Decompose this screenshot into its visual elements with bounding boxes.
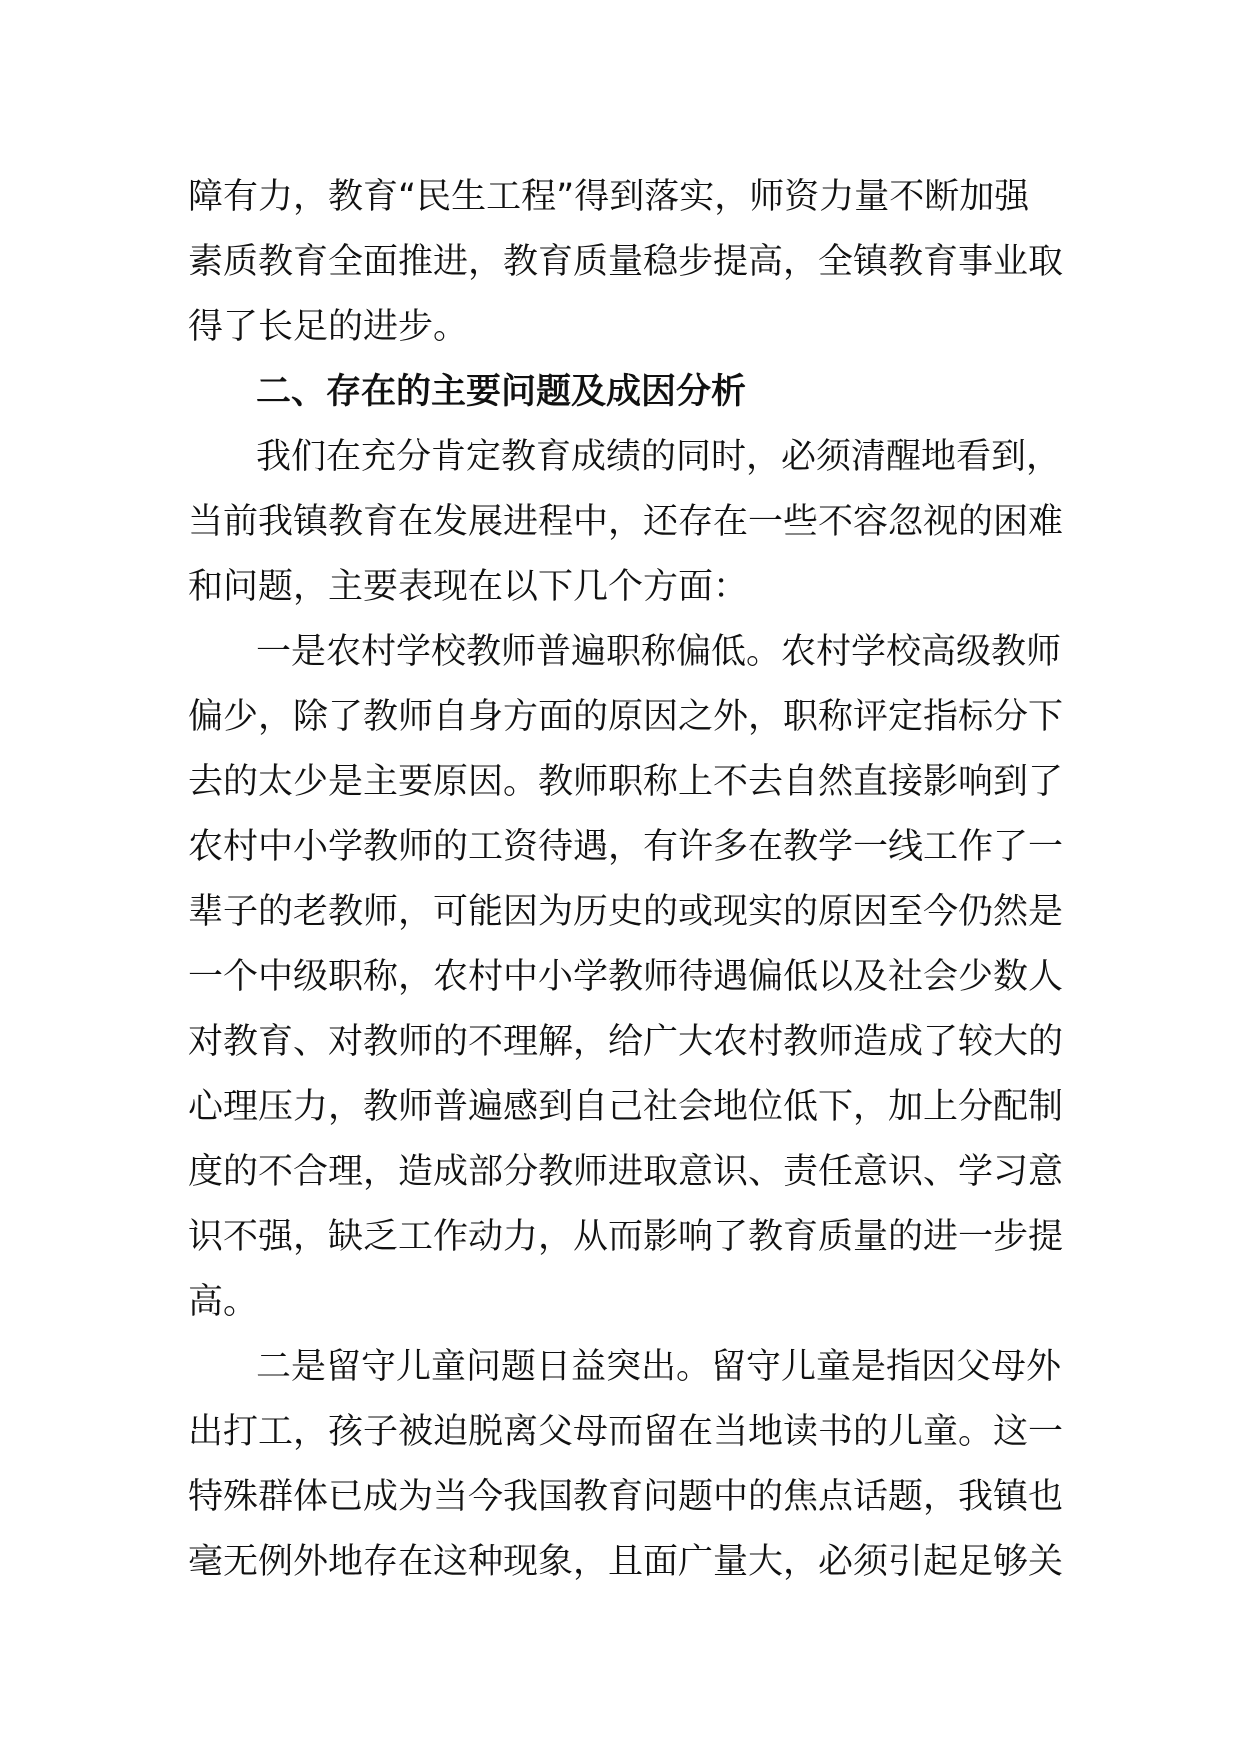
paragraph-3-line-11: 高。 (188, 1282, 259, 1322)
paragraph-2-line-2: 当前我镇教育在发展进程中，还存在一些不容忽视的困难 (188, 502, 1064, 542)
paragraph-3-line-9: 度的不合理，造成部分教师进取意识、责任意识、学习意 (188, 1152, 1064, 1192)
paragraph-2-line-1: 我们在充分肯定教育成绩的同时，必须清醒地看到， (256, 437, 1062, 477)
paragraph-3-line-5: 辈子的老教师，可能因为历史的或现实的原因至今仍然是 (188, 892, 1064, 932)
paragraph-2-line-3: 和问题，主要表现在以下几个方面： (188, 567, 749, 607)
section-heading: 二、存在的主要问题及成因分析 (256, 372, 747, 412)
paragraph-3-line-4: 农村中小学教师的工资待遇，有许多在教学一线工作了一 (188, 827, 1064, 867)
paragraph-4-line-2: 出打工，孩子被迫脱离父母而留在当地读书的儿童。这一 (188, 1412, 1064, 1452)
paragraph-3-line-8: 心理压力，教师普遍感到自己社会地位低下，加上分配制 (188, 1087, 1064, 1127)
paragraph-4-line-3: 特殊群体已成为当今我国教育问题中的焦点话题，我镇也 (188, 1477, 1064, 1517)
paragraph-4-line-1: 二是留守儿童问题日益突出。留守儿童是指因父母外 (256, 1347, 1062, 1387)
paragraph-3-line-7: 对教育、对教师的不理解，给广大农村教师造成了较大的 (188, 1022, 1064, 1062)
paragraph-3-line-6: 一个中级职称，农村中小学教师待遇偏低以及社会少数人 (188, 957, 1064, 997)
paragraph-1-line-3: 得了长足的进步。 (188, 307, 469, 347)
document-body (188, 165, 1068, 1595)
paragraph-1-line-2: 素质教育全面推进，教育质量稳步提高，全镇教育事业取 (188, 242, 1064, 282)
paragraph-1-line-1: 障有力，教育“民生工程”得到落实，师资力量不断加强 (188, 177, 1030, 217)
paragraph-3-line-10: 识不强，缺乏工作动力，从而影响了教育质量的进一步提 (188, 1217, 1064, 1257)
paragraph-3-line-1: 一是农村学校教师普遍职称偏低。农村学校高级教师 (256, 632, 1062, 672)
paragraph-3-line-2: 偏少，除了教师自身方面的原因之外，职称评定指标分下 (188, 697, 1064, 737)
paragraph-3-line-3: 去的太少是主要原因。教师职称上不去自然直接影响到了 (188, 762, 1064, 802)
paragraph-4-line-4: 毫无例外地存在这种现象，且面广量大，必须引起足够关 (188, 1542, 1064, 1582)
